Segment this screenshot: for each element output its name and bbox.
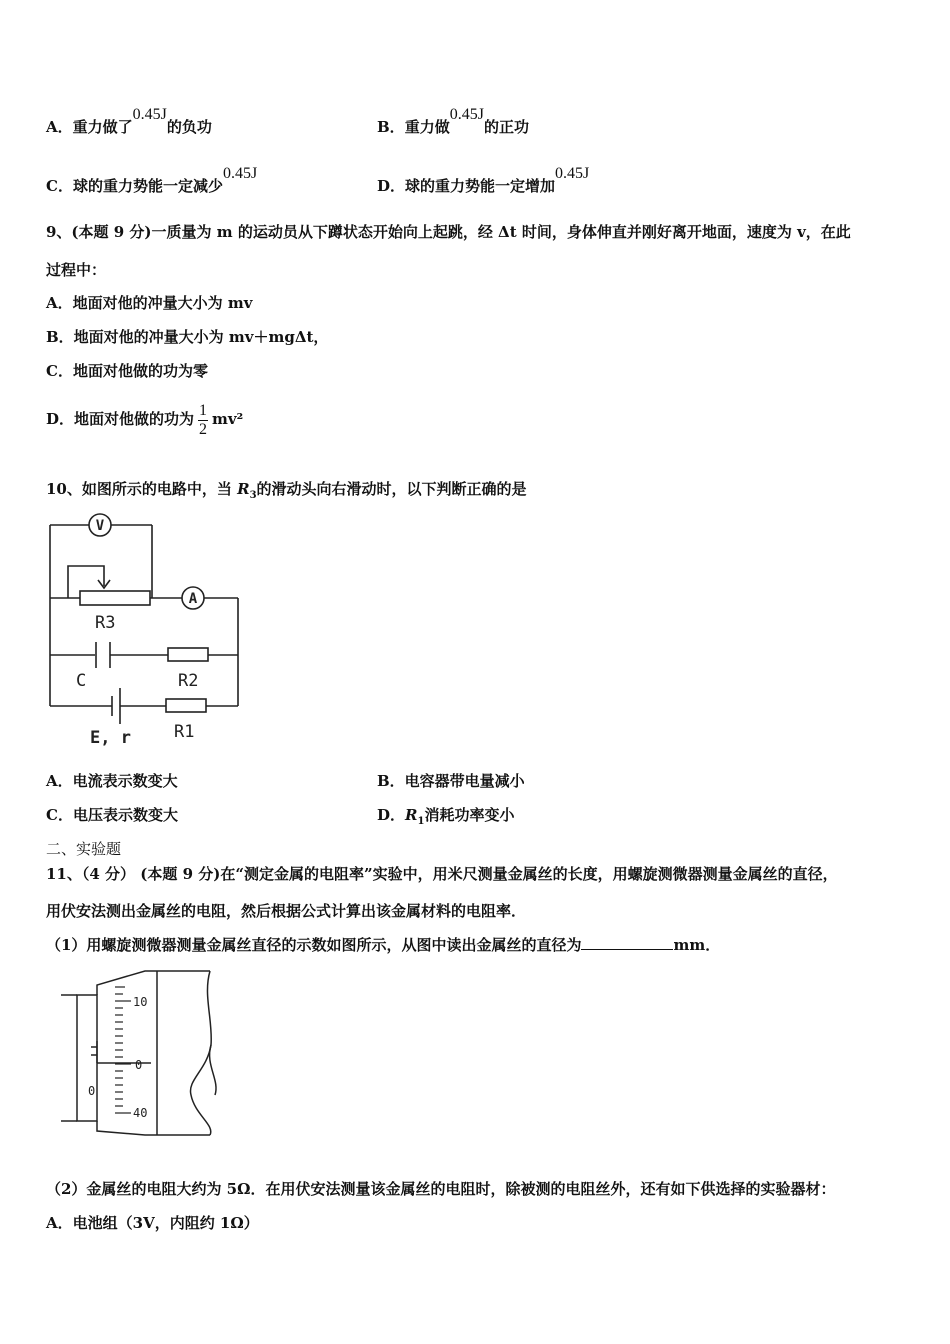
q9-d-pre: D．地面对他做的功为: [46, 410, 195, 428]
q9-option-c: C．地面对他做的功为零: [46, 362, 208, 380]
voltmeter-symbol: [89, 514, 111, 536]
q8-option-b: [377, 106, 529, 137]
q8-a-value: 0.45J: [132, 106, 167, 123]
ammeter-label: A: [188, 591, 198, 607]
r2-resistor: [168, 648, 208, 661]
r3-resistor: [80, 591, 150, 605]
q10-stem-post: 的滑动头向右滑动时，以下判断正确的是: [256, 480, 527, 498]
capacitor-label: C: [76, 671, 87, 691]
q10-option-d: [377, 804, 514, 827]
q10-option-c: C．电压表示数变大: [46, 806, 178, 824]
q8-d-letter: D．: [377, 177, 406, 195]
one-half-fraction: [198, 402, 208, 439]
thimble-label-10: 10: [133, 995, 148, 1009]
thimble-label-40: 40: [133, 1106, 148, 1120]
r1-label: R1: [174, 722, 195, 742]
q8-option-c: [46, 165, 258, 196]
ammeter-symbol: [182, 587, 204, 609]
q10-option-b: B．电容器带电量减小: [377, 772, 525, 790]
q9-stem-line2: 过程中：: [46, 261, 107, 279]
q11-part1-pre: （1）用螺旋测微器测量金属丝直径的示数如图所示，从图中读出金属丝的直径为: [46, 936, 582, 954]
q11-option-a: A．电池组（3V，内阻约 1Ω）: [46, 1214, 259, 1232]
r2-label: R2: [178, 671, 199, 691]
thimble-label-0: 0: [135, 1058, 143, 1072]
micrometer-diagram: [55, 965, 230, 1145]
fraction-numerator: 1: [199, 401, 208, 419]
section-heading: 二、实验题: [46, 840, 122, 858]
q11-part2: （2）金属丝的电阻大约为 5Ω．在用伏安法测量该金属丝的电阻时，除被测的电阻丝外，还有如下供选择的实验器材：: [46, 1180, 836, 1198]
q9-option-a: A．地面对他的冲量大小为 mv: [46, 294, 253, 312]
q8-option-a: [46, 106, 212, 137]
voltmeter-label: V: [95, 518, 105, 534]
q10-d-sub: 1: [417, 816, 425, 827]
q8-c-pre: 球的重力势能一定减少: [72, 177, 223, 195]
q10-d-var: R: [405, 806, 418, 824]
q11-line2: 用伏安法测出金属丝的电阻，然后根据公式计算出该金属材料的电阻率．: [46, 902, 527, 920]
fraction-denominator: 2: [199, 420, 208, 438]
q8-option-d: [377, 165, 590, 196]
q10-stem: [46, 478, 527, 501]
q11-part1-post: mm．: [673, 936, 721, 954]
q11-line1: 11、（4 分） (本题 9 分)在“测定金属的电阻率”实验中，用米尺测量金属丝的长度，用螺旋测微器测量金属丝的直径，: [46, 865, 838, 883]
q8-b-value: 0.45J: [449, 106, 484, 123]
q10-stem-pre: 10、如图所示的电路中，当: [46, 480, 238, 498]
q10-option-a: A．电流表示数变大: [46, 772, 178, 790]
q8-b-post: 的正功: [483, 118, 529, 136]
q8-d-value: 0.45J: [555, 165, 590, 182]
q11-part1: [46, 934, 720, 955]
q8-a-post: 的负功: [166, 118, 212, 136]
circuit-diagram: [40, 510, 250, 752]
q9-d-post: mv²: [212, 410, 244, 428]
q8-c-value: 0.45J: [222, 165, 258, 182]
q10-d-post: 消耗功率变小: [424, 806, 515, 824]
source-label: E, r: [90, 728, 131, 748]
answer-blank[interactable]: [581, 935, 673, 950]
r3-label: R3: [95, 613, 116, 633]
q8-b-letter: B．: [377, 118, 405, 136]
q9-option-b: B．地面对他的冲量大小为 mv＋mgΔt，: [46, 328, 329, 346]
q8-c-letter: C．: [46, 177, 73, 195]
q10-stem-var: R: [237, 480, 250, 498]
thimble-scale-ticks: [115, 987, 131, 1113]
q8-d-pre: 球的重力势能一定增加: [405, 177, 556, 195]
q8-a-pre: 重力做了: [72, 118, 133, 136]
q10-d-letter: D．: [377, 806, 406, 824]
main-scale-label-0: 0: [88, 1084, 96, 1098]
q9-option-d: [46, 397, 243, 441]
r1-resistor: [166, 699, 206, 712]
q8-a-letter: A．: [46, 118, 73, 136]
q8-b-pre: 重力做: [404, 118, 450, 136]
q9-stem-line1: 9、(本题 9 分)一质量为 m 的运动员从下蹲状态开始向上起跳，经 Δt 时间，身体伸直并刚好离开地面，速度为 v，在此: [46, 223, 851, 241]
q10-stem-sub: 3: [249, 490, 257, 501]
